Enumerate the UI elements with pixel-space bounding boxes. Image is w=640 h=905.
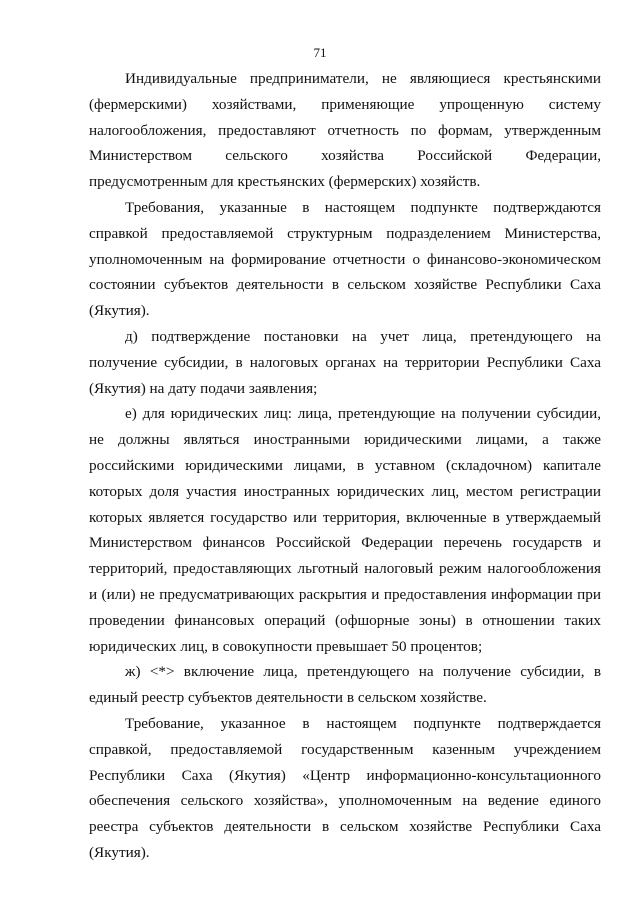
- paragraph-item-zh-registry-inclusion: ж) <*> включение лица, претендующего на получение субсидии, в единый реестр субъектов деятельности в сельском хозяйстве.: [89, 663, 601, 707]
- paragraph-item-e-legal-entities: е) для юридических лиц: лица, претендующие на получении субсидии, не должны являться иностранными юридическими лицами, а также российскими юридическими лицами, в уставном (складочном) капитале которых доля участия иностранных юридических лиц, местом регистрации которых является государство или территория, включенные в утверждаемый Министерством финансов Российской Федерации перечень государств и территорий, предоставляющих льготный налоговый режим налогообложения и (или) не предусматривающих раскрытия и предоставления информации при проведении финансовых операций (офшорные зоны) в отношении таких юридических лиц, в совокупности превышает 50 процентов;: [89, 405, 601, 655]
- paragraph-requirements-certificate: Требования, указанные в настоящем подпункте подтверждаются справкой предоставляемой структурным подразделением Министерства, уполномоченным на формирование отчетности о финансово-экономическом состоянии субъектов деятельности в сельском хозяйстве Республики Саха (Якутия).: [89, 198, 601, 320]
- document-body: [89, 66, 601, 866]
- page-number: 71: [313, 45, 327, 60]
- paragraph-item-d-tax-registration: д) подтверждение постановки на учет лица, претендующего на получение субсидии, в налоговых органах на территории Республики Саха (Якутия) на дату подачи заявления;: [89, 327, 601, 397]
- paragraph-registry-certificate: Требование, указанное в настоящем подпункте подтверждается справкой, предоставляемой государственным казенным учреждением Республики Саха (Якутия) «Центр информационно-консультационного обеспечения сельского хозяйства», уполномоченным на ведение единого реестра субъектов деятельности в сельском хозяйстве Республики Саха (Якутия).: [89, 714, 601, 861]
- paragraph-individual-entrepreneurs: Индивидуальные предприниматели, не являющиеся крестьянскими (фермерскими) хозяйствами, применяющие упрощенную систему налогообложения, предоставляют отчетность по формам, утвержденным Министерством сельского хозяйства Российской Федерации, предусмотренным для крестьянских (фермерских) хозяйств.: [89, 70, 601, 191]
